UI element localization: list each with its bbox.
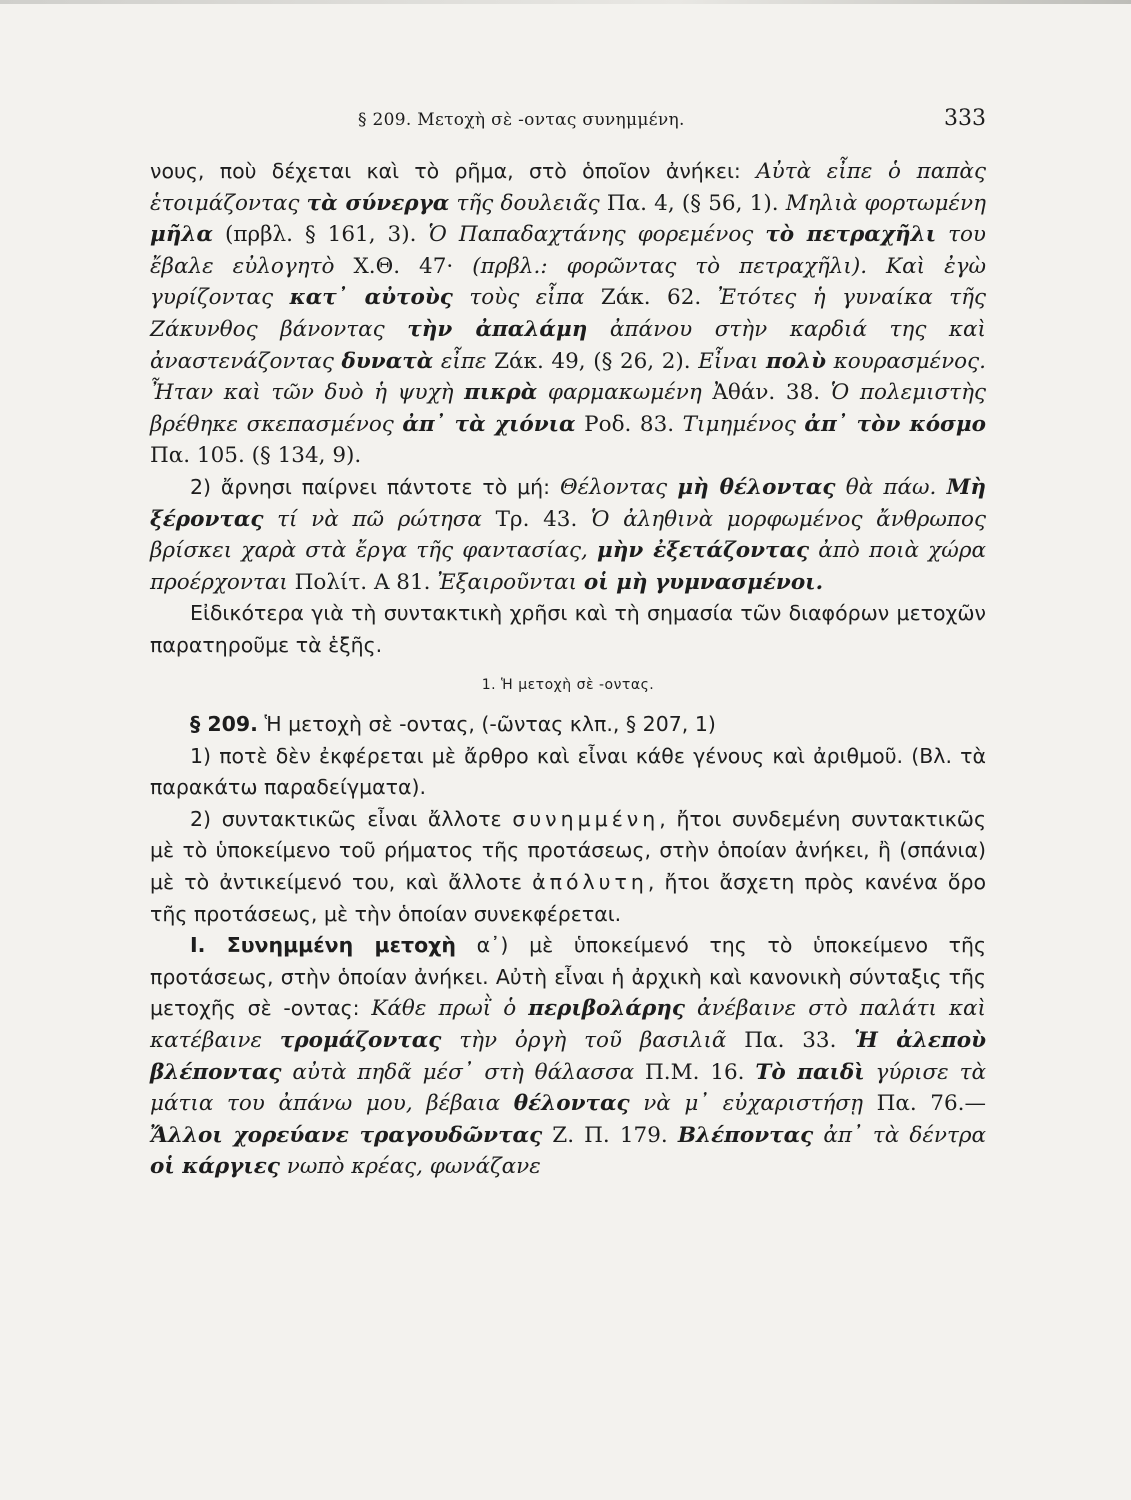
emphasis-text: Τὸ παιδὶ bbox=[755, 1059, 865, 1085]
example-text: ἀνέβαινε στὸ παλάτι καὶ κατέβαινε bbox=[150, 996, 986, 1054]
emphasis-text: οἱ κάργιες bbox=[150, 1154, 280, 1180]
emphasis-text: κατ᾽ αὐτοὺς bbox=[289, 285, 453, 311]
emphasis-text: θέλοντας bbox=[513, 1091, 630, 1117]
emphasis-text: τὸ πετραχῆλι bbox=[765, 222, 937, 248]
paragraph-attached-participle bbox=[150, 930, 986, 1183]
page-body bbox=[150, 156, 986, 1183]
running-head: § 209. Μετοχὴ σὲ -οντας συνημμένη. bbox=[358, 110, 685, 130]
emphasis-text: τὴν ἀπαλάμη bbox=[407, 316, 588, 342]
example-text: Θέλοντας bbox=[559, 474, 678, 500]
paragraph-section-209 bbox=[150, 709, 986, 741]
emphasis-text: δυνατὰ bbox=[341, 348, 434, 374]
example-text: θὰ πάω. bbox=[835, 474, 947, 500]
citation: (πρβλ. § 161, 3). bbox=[213, 222, 429, 248]
example-text: ἀπὸ ποιὰ χώρα προέρχονται bbox=[150, 538, 986, 595]
emphasis-text: ἀπ᾽ τὸν κόσμο bbox=[804, 411, 986, 437]
paragraph-rule-2 bbox=[150, 804, 986, 930]
emphasis-text: Ἡ ἀλεποὺ βλέποντας bbox=[150, 1028, 986, 1085]
paragraph-continuation bbox=[150, 156, 986, 472]
text-run: Ἡ μετοχὴ σὲ -οντας, (-ῶντας κλπ., § 207, 1) bbox=[257, 712, 716, 737]
example-text: του ἔβαλε εὐλογητὸ bbox=[150, 222, 986, 279]
bold-heading-run: I. Συνημμένη μετοχὴ bbox=[190, 933, 456, 958]
example-text: ἀπ᾽ τὰ δέντρα bbox=[813, 1122, 986, 1148]
example-text: τῆς δουλειᾶς bbox=[449, 190, 607, 216]
citation: Π.Μ. 16. bbox=[645, 1059, 756, 1085]
example-text: (πρβλ.: φορῶντας τὸ πετραχῆλι). Καὶ ἐγὼ γυρίζοντας bbox=[150, 253, 986, 311]
text-run: 2) ἄρνησι παίρνει πάντοτε τὸ μή: bbox=[190, 474, 560, 499]
page-number: 333 bbox=[944, 106, 986, 131]
paragraph-negation bbox=[150, 472, 986, 598]
text-run: 2) συντακτικῶς εἶναι ἄλλοτε bbox=[190, 806, 513, 831]
page-edge bbox=[0, 0, 1131, 4]
emphasis-text: Βλέποντας bbox=[677, 1122, 814, 1148]
emphasis-text: περιβολάρης bbox=[528, 996, 685, 1022]
citation: Πολίτ. Α 81. bbox=[294, 569, 438, 595]
example-text: Αὐτὰ εἶπε ὁ παπὰς ἑτοιμάζοντας bbox=[150, 159, 986, 216]
emphasis-text: μὴ θέλοντας bbox=[677, 474, 836, 500]
example-text: κουρασμένος. Ἦταν καὶ τῶν δυὸ ἡ ψυχὴ bbox=[150, 348, 987, 406]
paragraph-rule-1 bbox=[150, 741, 986, 804]
example-text: νὰ μ᾽ εὐχαριστήσῃ bbox=[629, 1091, 877, 1117]
citation: Ζάκ. 62. bbox=[600, 285, 718, 311]
text-run: νους, ποὺ δέχεται καὶ τὸ ρῆμα, στὸ ὁποῖον ἀνήκει: bbox=[150, 159, 757, 183]
example-text: Τιμημένος bbox=[682, 411, 805, 437]
example-text: γύρισε τὰ μάτια του ἀπάνω μου, βέβαια bbox=[150, 1059, 986, 1117]
example-text: Μηλιὰ φορτωμένη bbox=[785, 190, 986, 216]
spaced-term: ἀπόλυτη bbox=[532, 870, 648, 895]
paragraph-intro bbox=[150, 598, 986, 661]
citation: Τρ. 43. bbox=[495, 506, 591, 532]
text-run: 1) ποτὲ δὲν ἐκφέρεται μὲ ἄρθρο καὶ εἶναι κάθε γένους καὶ ἀριθμοῦ. (Βλ. τὰ παρακάτω παραδείγματα). bbox=[150, 743, 986, 800]
example-text: Ὁ πολεμιστὴς βρέθηκε σκεπασμένος bbox=[150, 380, 987, 437]
citation: Πα. 4, (§ 56, 1). bbox=[606, 190, 786, 216]
example-text: νωπὸ κρέας, φωνάζανε bbox=[279, 1154, 541, 1180]
emphasis-text: τὰ σύνεργα bbox=[306, 190, 450, 216]
emphasis-text: Μὴ ξέροντας bbox=[150, 474, 987, 532]
emphasis-text: πικρὰ bbox=[464, 380, 538, 406]
example-text: τὴν ὀργὴ τοῦ βασιλιᾶ bbox=[441, 1028, 745, 1054]
citation: Πα. 33. bbox=[744, 1028, 855, 1054]
section-number: § 209. bbox=[190, 712, 258, 737]
example-text: Κάθε πρωῒ ὁ bbox=[371, 996, 529, 1022]
example-text: Ὁ Παπαδαχτάνης φορεμένος bbox=[428, 222, 766, 248]
citation: Ζάκ. 49, (§ 26, 2). bbox=[494, 348, 699, 374]
citation: Ἀθάν. 38. bbox=[712, 380, 831, 406]
example-text: αὐτὰ πηδᾶ μέσ᾽ στὴ θάλασσα bbox=[281, 1059, 646, 1085]
example-text: Εἶναι bbox=[698, 348, 766, 374]
citation: Ζ. Π. 179. bbox=[542, 1122, 678, 1148]
citation: Πα. 105. (§ 134, 9). bbox=[150, 443, 362, 469]
emphasis-text: ἀπ᾽ τὰ χιόνια bbox=[402, 411, 576, 437]
example-text: εἶπε bbox=[433, 348, 495, 374]
citation: Χ.Θ. 47· bbox=[353, 253, 473, 279]
spaced-term: συνημμένη bbox=[512, 806, 660, 831]
example-text: Ἐξαιροῦνται bbox=[437, 569, 584, 595]
text-run: α᾽) μὲ ὑποκείμενό της τὸ ὑποκείμενο τῆς προτάσεως, στὴν ὁποίαν ἀνήκει. Αὐτὴ εἶναι ἡ ἀρχικὴ καὶ κανονικὴ σύνταξις τῆς μετοχῆς σὲ -οντας: bbox=[150, 933, 987, 1021]
example-text: φαρμακωμένη bbox=[537, 380, 713, 406]
text-run: Εἰδικότερα γιὰ τὴ συντακτικὴ χρῆσι καὶ τὴ σημασία τῶν διαφόρων μετοχῶν παρατηροῦμε τὰ ἑξῆς. bbox=[150, 601, 986, 657]
example-text: τοὺς εἶπα bbox=[452, 285, 601, 311]
text-run: , ἤτοι ἄσχετη πρὸς κανένα ὅρο τῆς προτάσεως, μὲ τὴν ὁποίαν συνεκφέρεται. bbox=[150, 870, 986, 926]
example-text: τί νὰ πῶ ρώτησα bbox=[263, 506, 496, 532]
citation: Πα. 76.— bbox=[876, 1091, 986, 1117]
emphasis-text: μῆλα bbox=[150, 222, 213, 248]
section-subheading: 1. Ἡ μετοχὴ σὲ -οντας. bbox=[481, 676, 655, 693]
emphasis-text: οἱ μὴ γυμνασμένοι. bbox=[583, 569, 824, 595]
page-header bbox=[150, 106, 986, 136]
text-run: , ἤτοι συνδεμένη συντακτικῶς μὲ τὸ ὑποκείμενο τοῦ ρήματος τῆς προτάσεως, στὴν ὁποίαν ἀνήκει, ἢ (σπάνια) μὲ τὸ ἀντικείμενό του, καὶ ἄλλοτε bbox=[150, 806, 986, 895]
emphasis-text: πολὺ bbox=[765, 348, 827, 374]
example-text: ἀπάνου στὴν καρδιά της καὶ ἀναστενάζοντας bbox=[150, 316, 986, 374]
emphasis-text: μὴν ἐξετάζοντας bbox=[597, 538, 810, 564]
example-text: Ἐτότες ἡ γυναίκα τῆς Ζάκυνθος βάνοντας bbox=[150, 285, 986, 342]
emphasis-text: Ἄλλοι χορεύανε τραγουδῶντας bbox=[150, 1122, 543, 1148]
citation: Ροδ. 83. bbox=[575, 411, 683, 437]
example-text: Ὁ ἀληθινὰ μορφωμένος ἄνθρωπος βρίσκει χαρὰ στὰ ἔργα τῆς φαντασίας, bbox=[150, 506, 987, 564]
emphasis-text: τρομάζοντας bbox=[279, 1028, 442, 1054]
